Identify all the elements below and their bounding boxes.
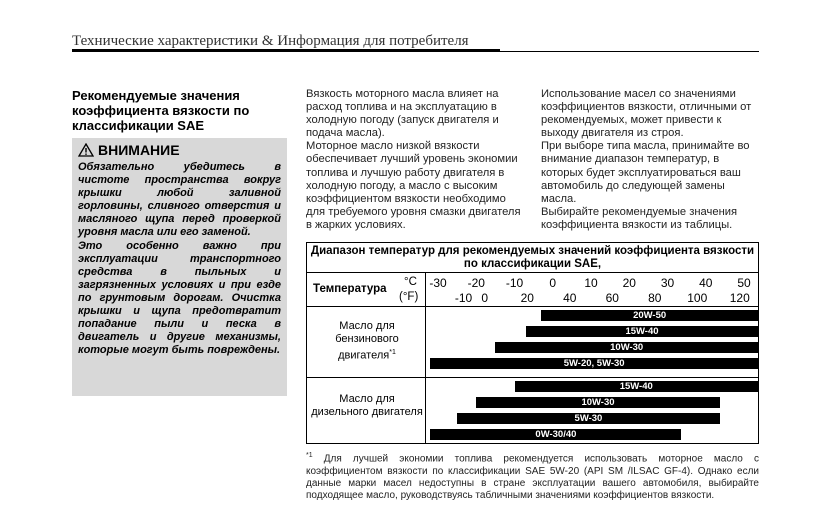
chart-title: Диапазон температур для рекомендуемых значений коэффициента вязкости по классификации SAE, [310,245,755,270]
paragraph: Выбирайте рекомендуемые значения коэффициента вязкости из таблицы. [541,205,738,231]
group-label-text: Масло для бензинового двигателя [335,320,399,362]
viscosity-bar: 5W-30 [457,413,720,424]
page-title: Технические характеристики & Информация для потребителя [72,33,473,50]
text-column-2 [541,88,759,232]
unit-celsius: °C [404,276,417,288]
tick-celsius: 30 [660,276,675,290]
footnote-mark: *1 [389,349,396,356]
viscosity-chart [306,242,759,444]
grid-line [307,272,758,273]
warning-text [78,161,281,358]
temperature-label: Температура [313,283,387,295]
tick-celsius: 0 [549,276,557,290]
footnote [306,450,759,503]
tick-fahrenheit: 0 [481,291,489,305]
warning-heading: ВНИМАНИЕ [98,142,180,158]
tick-fahrenheit: 20 [520,291,534,305]
tick-fahrenheit: 60 [605,291,619,305]
tick-celsius: -10 [505,276,524,290]
warning-triangle-icon [78,143,94,157]
warning-paragraph: Это особенно важно при эксплуатации транспортного средства в пыльных и загрязненных условиях и при езде по грунтовым дорогам. Очистка крышки и щупа предотвратит попадание пыли и песка в двигатель и другие механизмы, которые могут быть повреждены. [78,240,281,356]
tick-celsius: 20 [622,276,636,290]
footnote-text: Для лучшей экономии топлива рекомендуется использовать моторное масло с коэффициентом вязкости по классификации SAE 5W-20 (API SM /ILSAC GF-4). Однако если данные марки масел недоступны в стране эксплуатации вашего автомобиля, выбирайте подходящее масло, руководствуясь табличными значениями коэффициентов вязкости. [306,453,759,502]
tick-celsius: 40 [699,276,713,290]
viscosity-bar: 15W-40 [526,326,758,337]
group-label-gasoline [311,320,423,363]
viscosity-bar: 10W-30 [495,342,758,353]
warning-paragraph: Обязательно убедитесь в чистоте пространства вокруг крышки любой заливной горловины, сливного отверстия и масляного щупа перед проверкой уровня масла или его заменой. [78,161,281,238]
text-column-1 [306,88,524,232]
tick-fahrenheit: -10 [454,291,473,305]
group-label-diesel: Масло для дизельного двигателя [311,393,423,418]
section-heading: Рекомендуемые значения коэффициента вязкости по классификации SAE [72,88,250,133]
viscosity-bar: 10W-30 [476,397,720,408]
tick-celsius: 50 [737,276,751,290]
tick-fahrenheit: 40 [563,291,577,305]
unit-fahrenheit: (°F) [399,291,419,303]
grid-line [307,377,758,378]
paragraph: Моторное масло низкой вязкости обеспечивает лучший уровень экономии топлива и лучшую работу двигателя в холодную погоду, а масло с высоким коэффициентом вязкости необходимо для требуемого уровня смазки двигателя в жарких условиях. [306,140,521,231]
tick-celsius: 10 [584,276,598,290]
footnote-mark: *1 [306,452,313,459]
tick-celsius: -30 [429,276,447,290]
grid-line [425,272,426,443]
tick-fahrenheit: 80 [648,291,662,305]
paragraph: Вязкость моторного масла влияет на расход топлива и на эксплуатацию в холодную погоду (запуск двигателя и подача масла). [306,88,499,140]
viscosity-bar: 0W-30/40 [430,429,681,440]
section-left [72,88,287,133]
warning-heading-row [78,142,180,158]
page-header [72,29,759,52]
tick-fahrenheit: 120 [729,291,750,305]
viscosity-bar: 15W-40 [515,381,759,392]
tick-fahrenheit: 100 [687,291,708,305]
warning-box [72,138,287,396]
grid-line [307,306,758,307]
viscosity-bar: 5W-20, 5W-30 [430,358,758,369]
header-underline [72,49,500,51]
paragraph: Использование масел со значениями коэффициентов вязкости, отличными от рекомендуемых, может привести к выходу двигателя из строя. [541,88,752,140]
paragraph: При выборе типа масла, принимайте во внимание диапазон температур, в которых будет эксплуатироваться ваш автомобиль до следующей замены масла. [541,140,750,205]
viscosity-bar: 20W-50 [541,310,758,321]
tick-celsius: -20 [467,276,485,290]
